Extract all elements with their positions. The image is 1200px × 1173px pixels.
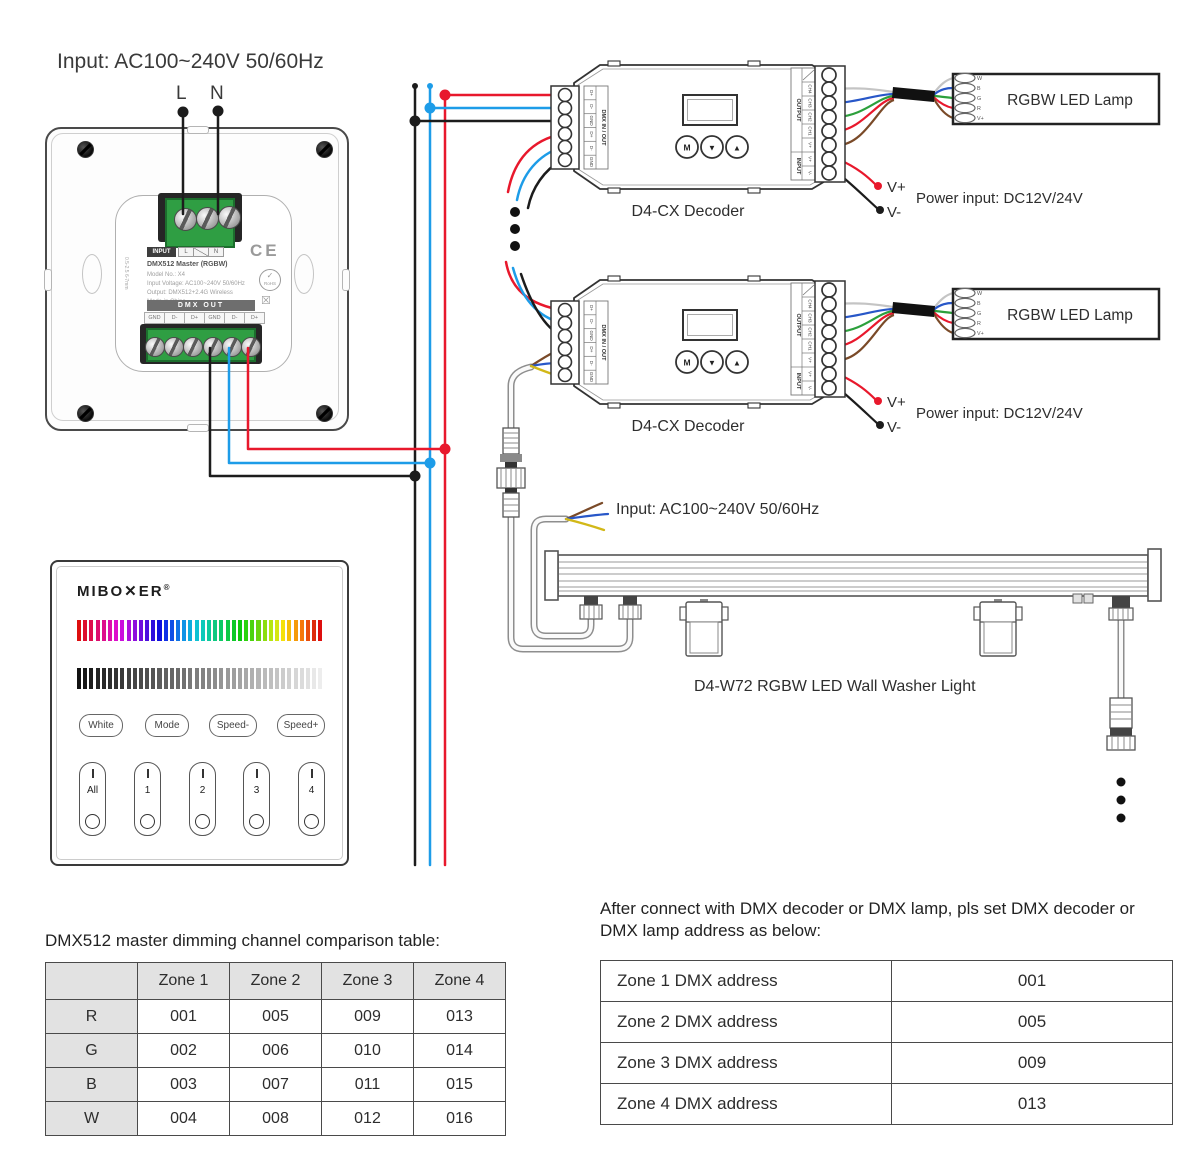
white-button[interactable]: White: [79, 714, 123, 737]
input-badge: INPUT: [147, 247, 176, 257]
dmx512-master-front-panel: [50, 560, 349, 866]
table-row: [46, 1000, 506, 1034]
row-label: R: [46, 1000, 138, 1034]
terminal-screw-icon: [164, 337, 184, 357]
table-row: [46, 1034, 506, 1068]
term-label: D+: [184, 312, 205, 324]
address-note: After connect with DMX decoder or DMX lamp, pls set DMX decoder or DMX lamp address as below:: [600, 899, 1135, 940]
term-label: D+: [244, 312, 265, 324]
cell: 016: [414, 1102, 506, 1136]
washer-input-label: Input: AC100~240V 50/60Hz: [616, 501, 820, 518]
table-row: [46, 1102, 506, 1136]
speed-plus-button[interactable]: Speed+: [277, 714, 325, 737]
cell: 009: [322, 1000, 414, 1034]
mode-button[interactable]: Mode: [145, 714, 189, 737]
address-label: Zone 4 DMX address: [601, 1084, 892, 1125]
slider-tick: [202, 769, 204, 778]
table-row: [601, 1043, 1173, 1084]
zone-off-button[interactable]: [85, 814, 100, 829]
cell: 006: [230, 1034, 322, 1068]
address-label: Zone 3 DMX address: [601, 1043, 892, 1084]
cell: 001: [138, 1000, 230, 1034]
dmx512-master-back-panel: [45, 127, 349, 431]
line-label-l: L: [176, 83, 187, 104]
slider-tick: [256, 769, 258, 778]
zone-off-button[interactable]: [195, 814, 210, 829]
speed-minus-button[interactable]: Speed-: [209, 714, 257, 737]
row-label: W: [46, 1102, 138, 1136]
cell: 011: [322, 1068, 414, 1102]
zone-label: 3: [253, 785, 260, 796]
zone-slider-all[interactable]: [79, 762, 106, 836]
brand-logo: [77, 582, 171, 600]
header-cell: Zone 2: [230, 963, 322, 1000]
edge-tab: [187, 424, 209, 432]
washer-caption: D4-W72 RGBW LED Wall Washer Light: [694, 678, 976, 695]
cell: 015: [414, 1068, 506, 1102]
address-value: 001: [892, 961, 1173, 1002]
slider-tick: [92, 769, 94, 778]
label-cell-l: L: [178, 247, 194, 257]
zone-off-button[interactable]: [140, 814, 155, 829]
rohs-check: ✓: [266, 271, 274, 280]
cell: 002: [138, 1034, 230, 1068]
terminal-screw-icon: [222, 337, 242, 357]
mounting-slot: [294, 254, 314, 294]
panel-output: Output: DMX512+2.4G Wireless: [147, 290, 233, 296]
cell: 014: [414, 1034, 506, 1068]
brand-text: MIBO✕ER: [77, 583, 164, 600]
zone-off-button[interactable]: [249, 814, 264, 829]
panel-model-title: DMX512 Master (RGBW): [147, 261, 228, 268]
zone-slider-2[interactable]: [189, 762, 216, 836]
zone-slider-3[interactable]: [243, 762, 270, 836]
edge-tab: [342, 269, 350, 291]
zone-slider-4[interactable]: [298, 762, 325, 836]
address-label: Zone 2 DMX address: [601, 1002, 892, 1043]
zone-label: All: [86, 785, 99, 796]
term-label: GND: [204, 312, 225, 324]
address-value: 005: [892, 1002, 1173, 1043]
address-table: [600, 960, 1173, 1125]
cell: 012: [322, 1102, 414, 1136]
terminal-screw-icon: [218, 206, 241, 229]
term-label: D-: [224, 312, 245, 324]
terminal-screw-icon: [174, 208, 197, 231]
brand-reg: ®: [163, 583, 172, 592]
term-label: D-: [164, 312, 185, 324]
label-cell-n: N: [208, 247, 224, 257]
dmx-out-header: DMX OUT: [147, 300, 255, 311]
cell: 003: [138, 1068, 230, 1102]
wire-spec-label: 0.5-2.5 6-7mm: [123, 257, 129, 290]
color-strip[interactable]: [77, 620, 325, 641]
terminal-screw-icon: [183, 337, 203, 357]
screw-icon: [316, 141, 333, 158]
header-cell: Zone 4: [414, 963, 506, 1000]
zone-label: 1: [144, 785, 151, 796]
rohs-text: RoHS: [263, 281, 276, 286]
address-value: 009: [892, 1043, 1173, 1084]
address-value: 013: [892, 1084, 1173, 1125]
term-label: GND: [144, 312, 165, 324]
header-cell: [46, 963, 138, 1000]
table-row: [601, 1002, 1173, 1043]
channel-table: [45, 962, 506, 1136]
row-label: G: [46, 1034, 138, 1068]
terminal-screw-icon: [241, 337, 261, 357]
zone-label: 4: [308, 785, 315, 796]
terminal-screw-icon: [196, 207, 219, 230]
screw-icon: [316, 405, 333, 422]
zone-off-button[interactable]: [304, 814, 319, 829]
terminal-screw-icon: [203, 337, 223, 357]
rohs-icon: [259, 269, 281, 291]
edge-tab: [187, 126, 209, 134]
screw-icon: [77, 405, 94, 422]
mounting-slot: [82, 254, 102, 294]
ce-mark-icon: CE: [250, 241, 280, 260]
slider-tick: [311, 769, 313, 778]
cell: 005: [230, 1000, 322, 1034]
edge-tab: [44, 269, 52, 291]
label-cell-diagonal: [193, 247, 209, 257]
zone-slider-1[interactable]: [134, 762, 161, 836]
panel-voltage: Input Voltage: AC100~240V 50/60Hz: [147, 281, 245, 287]
header-cell: Zone 1: [138, 963, 230, 1000]
weee-bin-icon: ☒: [261, 295, 271, 307]
terminal-screw-icon: [145, 337, 165, 357]
slider-tick: [147, 769, 149, 778]
line-label-n: N: [210, 83, 224, 104]
header-cell: Zone 3: [322, 963, 414, 1000]
row-label: B: [46, 1068, 138, 1102]
screw-icon: [77, 141, 94, 158]
table-row: [601, 1084, 1173, 1125]
dmx-out-terms-row: [145, 312, 265, 324]
address-label: Zone 1 DMX address: [601, 961, 892, 1002]
cell: 010: [322, 1034, 414, 1068]
table-header-row: [46, 963, 506, 1000]
cell: 013: [414, 1000, 506, 1034]
cell: 004: [138, 1102, 230, 1136]
table-row: [601, 961, 1173, 1002]
table-row: [46, 1068, 506, 1102]
channel-table-title: DMX512 master dimming channel comparison table:: [45, 931, 440, 950]
white-strip[interactable]: [77, 668, 325, 689]
cell: 007: [230, 1068, 322, 1102]
panel-model-no: Model No.: X4: [147, 272, 186, 278]
top-input-label: Input: AC100~240V 50/60Hz: [57, 50, 324, 73]
cell: 008: [230, 1102, 322, 1136]
zone-label: 2: [199, 785, 206, 796]
